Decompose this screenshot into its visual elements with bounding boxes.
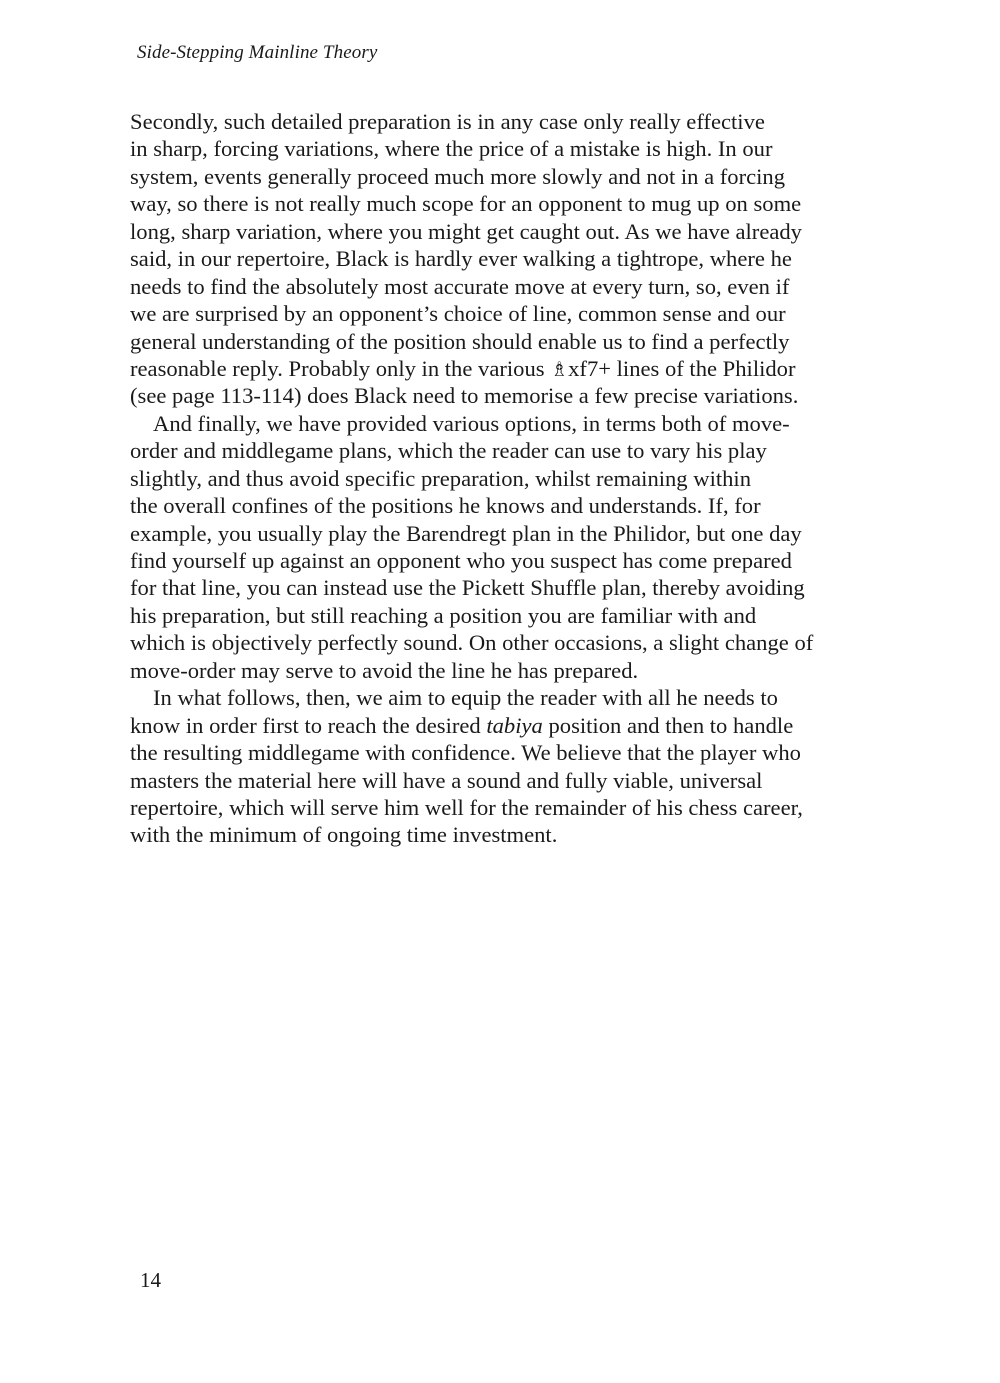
- text-line: example, you usually play the Barendregt plan in the Philidor, but one day: [130, 520, 802, 546]
- paragraph-1: [130, 108, 870, 410]
- text-line: for that line, you can instead use the Pickett Shuffle plan, thereby avoiding: [130, 575, 805, 601]
- text-line: masters the material here will have a sound and fully viable, universal: [130, 767, 763, 793]
- text-line: find yourself up against an opponent who you suspect has come prepared: [130, 548, 792, 573]
- paragraph-3: [130, 684, 870, 849]
- text-line: In what follows, then, we aim to equip the reader with all he needs to: [153, 685, 778, 711]
- text-line: Secondly, such detailed preparation is in any case only really effective: [130, 109, 765, 134]
- text-line: way, so there is not really much scope for an opponent to mug up on some: [130, 191, 802, 217]
- text-segment: position and then to handle: [542, 712, 794, 738]
- text-line: system, events generally proceed much more slowly and not in a forcing: [130, 163, 786, 189]
- page-number: 14: [140, 1268, 161, 1292]
- text-line: And finally, we have provided various options, in terms both of move-: [153, 410, 790, 436]
- text-line: we are surprised by an opponent’s choice of line, common sense and our: [130, 301, 786, 327]
- text-line: in sharp, forcing variations, where the price of a mistake is high. In our: [130, 136, 773, 162]
- text-segment: know in order first to reach the desired: [130, 712, 487, 738]
- text-line-move: [130, 355, 870, 382]
- text-line: said, in our repertoire, Black is hardly ever walking a tightrope, where he: [130, 246, 792, 272]
- text-line: with the minimum of ongoing time investment.: [130, 822, 558, 848]
- text-line: needs to find the absolutely most accurate move at every turn, so, even if: [130, 273, 790, 299]
- text-line: order and middlegame plans, which the reader can use to vary his play: [130, 438, 767, 464]
- text-segment: xf7+ lines of the Philidor: [568, 355, 796, 381]
- text-line: repertoire, which will serve him well for the remainder of his chess career,: [130, 794, 803, 820]
- text-line: the resulting middlegame with confidence. We believe that the player who: [130, 740, 801, 766]
- text-line: which is objectively perfectly sound. On other occasions, a slight change of: [130, 630, 814, 656]
- text-line: (see page 113-114) does Black need to memorise a few precise variations.: [130, 383, 799, 409]
- text-line: the overall confines of the positions he knows and understands. If, for: [130, 493, 761, 519]
- text-line: slightly, and thus avoid specific preparation, whilst remaining within: [130, 465, 751, 491]
- text-line: move-order may serve to avoid the line he has prepared.: [130, 657, 639, 683]
- running-head: Side-Stepping Mainline Theory: [137, 42, 378, 63]
- italic-term: tabiya: [486, 712, 543, 738]
- body-text: [130, 108, 870, 849]
- bishop-icon: ♗: [550, 356, 569, 381]
- text-segment: reasonable reply. Probably only in the various: [130, 355, 551, 381]
- text-line: general understanding of the position should enable us to find a perfectly: [130, 328, 790, 354]
- text-line: his preparation, but still reaching a position you are familiar with and: [130, 602, 757, 628]
- text-line-tabiya: [130, 712, 870, 739]
- paragraph-2: [130, 410, 870, 684]
- text-line: long, sharp variation, where you might get caught out. As we have already: [130, 218, 802, 244]
